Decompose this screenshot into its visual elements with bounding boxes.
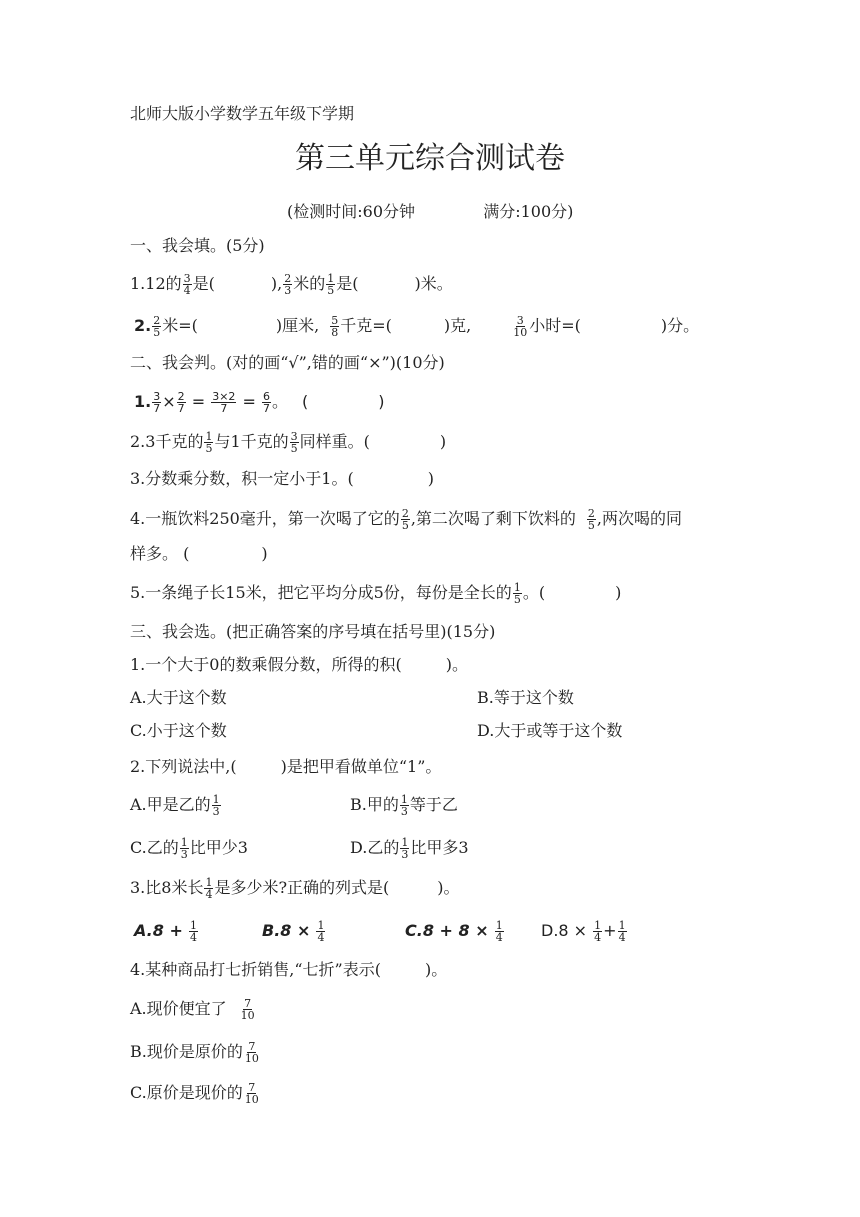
fraction: $\frac{2}{5}$ xyxy=(153,314,161,339)
s2-q4: 4.一瓶饮料250毫升，第一次喝了它的 $\frac{2}{5}$ ,第二次喝了剩下饮料的 $\frac{2}{5}$ ,两次喝的同 xyxy=(130,507,682,532)
fraction: $\frac{5}{8}$ xyxy=(331,314,339,339)
fraction: $\frac{1}{4}$ xyxy=(618,919,626,944)
fraction: $\frac{1}{3}$ xyxy=(401,836,409,861)
fraction: $\frac{1}{5}$ xyxy=(205,430,213,455)
fraction: $\frac{7}{10}$ xyxy=(244,1040,259,1065)
s2-q5: 5.一条绳子长15米，把它平均分成5份，每份是全长的 $\frac{1}{5}$ 。( ) xyxy=(130,581,622,606)
s3-q2-option-c: C.乙的 $\frac{1}{3}$ 比甲少3 xyxy=(130,836,248,861)
fraction: $\frac{6}{7}$ xyxy=(263,390,271,415)
fraction: $\frac{2}{3}$ xyxy=(284,272,292,297)
fraction: $\frac{1}{3}$ xyxy=(212,793,220,818)
subtitle: 北师大版小学数学五年级下学期 xyxy=(130,104,355,123)
section3-heading: 三、我会选。(把正确答案的序号填在括号里)(15分) xyxy=(130,622,496,641)
fraction: $\frac{1}{5}$ xyxy=(513,581,521,606)
s2-q1: 1. $\frac{3}{7}$ × $\frac{2}{7}$ = $\frac{3\times 2}{7}$ = $\frac{6}{7}$ 。 ( ) xyxy=(134,390,385,415)
fraction: $\frac{2}{7}$ xyxy=(177,390,185,415)
fraction: $\frac{7}{10}$ xyxy=(240,997,255,1022)
s3-q3-option-c: C.8 + 8 × $\frac{1}{4}$ xyxy=(405,919,503,944)
fraction: $\frac{7}{10}$ xyxy=(244,1081,259,1106)
s3-q2-option-d: D.乙的 $\frac{1}{3}$ 比甲多3 xyxy=(350,836,469,861)
fraction: $\frac{3\times 2}{7}$ xyxy=(212,390,236,415)
s3-q2-option-a: A.甲是乙的 $\frac{1}{3}$ xyxy=(130,793,220,818)
fraction: $\frac{1}{4}$ xyxy=(317,919,325,944)
s3-q3: 3.比8米长 $\frac{1}{4}$ 是多少米?正确的列式是( )。 xyxy=(130,876,460,901)
s3-q3-option-b: B.8 × $\frac{1}{4}$ xyxy=(262,919,325,944)
s1-q2: 2. $\frac{2}{5}$ 米=( )厘米, $\frac{5}{8}$ 千克=( )克, $\frac{3}{10}$ 小时=( )分。 xyxy=(134,314,700,339)
fraction: $\frac{3}{5}$ xyxy=(290,430,298,455)
fraction: $\frac{1}{3}$ xyxy=(180,836,188,861)
s3-q4-option-c: C.原价是现价的 $\frac{7}{10}$ xyxy=(130,1081,259,1106)
s2-q3: 3.分数乘分数，积一定小于1。( ) xyxy=(130,469,434,488)
s3-q4-option-a: A.现价便宜了 $\frac{7}{10}$ xyxy=(130,997,255,1022)
s3-q1-option-d: D.大于或等于这个数 xyxy=(477,721,623,740)
s3-q4-option-b: B.现价是原价的 $\frac{7}{10}$ xyxy=(130,1040,259,1065)
fraction: $\frac{1}{4}$ xyxy=(495,919,503,944)
time-info: (检测时间:60分钟 xyxy=(287,202,415,221)
fraction: $\frac{2}{5}$ xyxy=(401,507,409,532)
section2-heading: 二、我会判。(对的画“√”,错的画“×”)(10分) xyxy=(130,353,445,372)
fraction: $\frac{3}{4}$ xyxy=(183,272,191,297)
s3-q1-option-b: B.等于这个数 xyxy=(477,688,574,707)
s3-q1: 1.一个大于0的数乘假分数，所得的积( )。 xyxy=(130,655,468,674)
fraction: $\frac{2}{5}$ xyxy=(587,507,595,532)
s3-q3-option-a: A.8 + $\frac{1}{4}$ xyxy=(134,919,197,944)
fraction: $\frac{1}{4}$ xyxy=(594,919,602,944)
fraction: $\frac{1}{3}$ xyxy=(400,793,408,818)
s3-q2-option-b: B.甲的 $\frac{1}{3}$ 等于乙 xyxy=(350,793,458,818)
s3-q1-option-c: C.小于这个数 xyxy=(130,721,227,740)
s2-q4-cont: 样多。 ( ) xyxy=(130,544,268,563)
fraction: $\frac{1}{4}$ xyxy=(205,876,213,901)
s1-q1: 1.12的 $\frac{3}{4}$ 是( ), $\frac{2}{3}$ 米的 $\frac{1}{5}$ 是( )米。 xyxy=(130,272,453,297)
s3-q2: 2.下列说法中,( )是把甲看做单位“1”。 xyxy=(130,757,442,776)
section1-heading: 一、我会填。(5分) xyxy=(130,236,265,255)
fraction: $\frac{1}{4}$ xyxy=(189,919,197,944)
exam-info xyxy=(287,202,573,222)
s2-q2: 2.3千克的 $\frac{1}{5}$ 与1千克的 $\frac{3}{5}$ 同样重。( ) xyxy=(130,430,447,455)
fraction: $\frac{3}{7}$ xyxy=(153,390,161,415)
fraction: $\frac{3}{10}$ xyxy=(513,314,528,339)
page-title: 第三单元综合测试卷 xyxy=(295,141,565,176)
s3-q4: 4.某种商品打七折销售,“七折”表示( )。 xyxy=(130,960,448,979)
s3-q1-option-a: A.大于这个数 xyxy=(130,688,227,707)
fraction: $\frac{1}{5}$ xyxy=(327,272,335,297)
score-info: 满分:100分) xyxy=(483,202,574,221)
s3-q3-option-d: D.8 × $\frac{1}{4}$ + $\frac{1}{4}$ xyxy=(541,919,626,944)
